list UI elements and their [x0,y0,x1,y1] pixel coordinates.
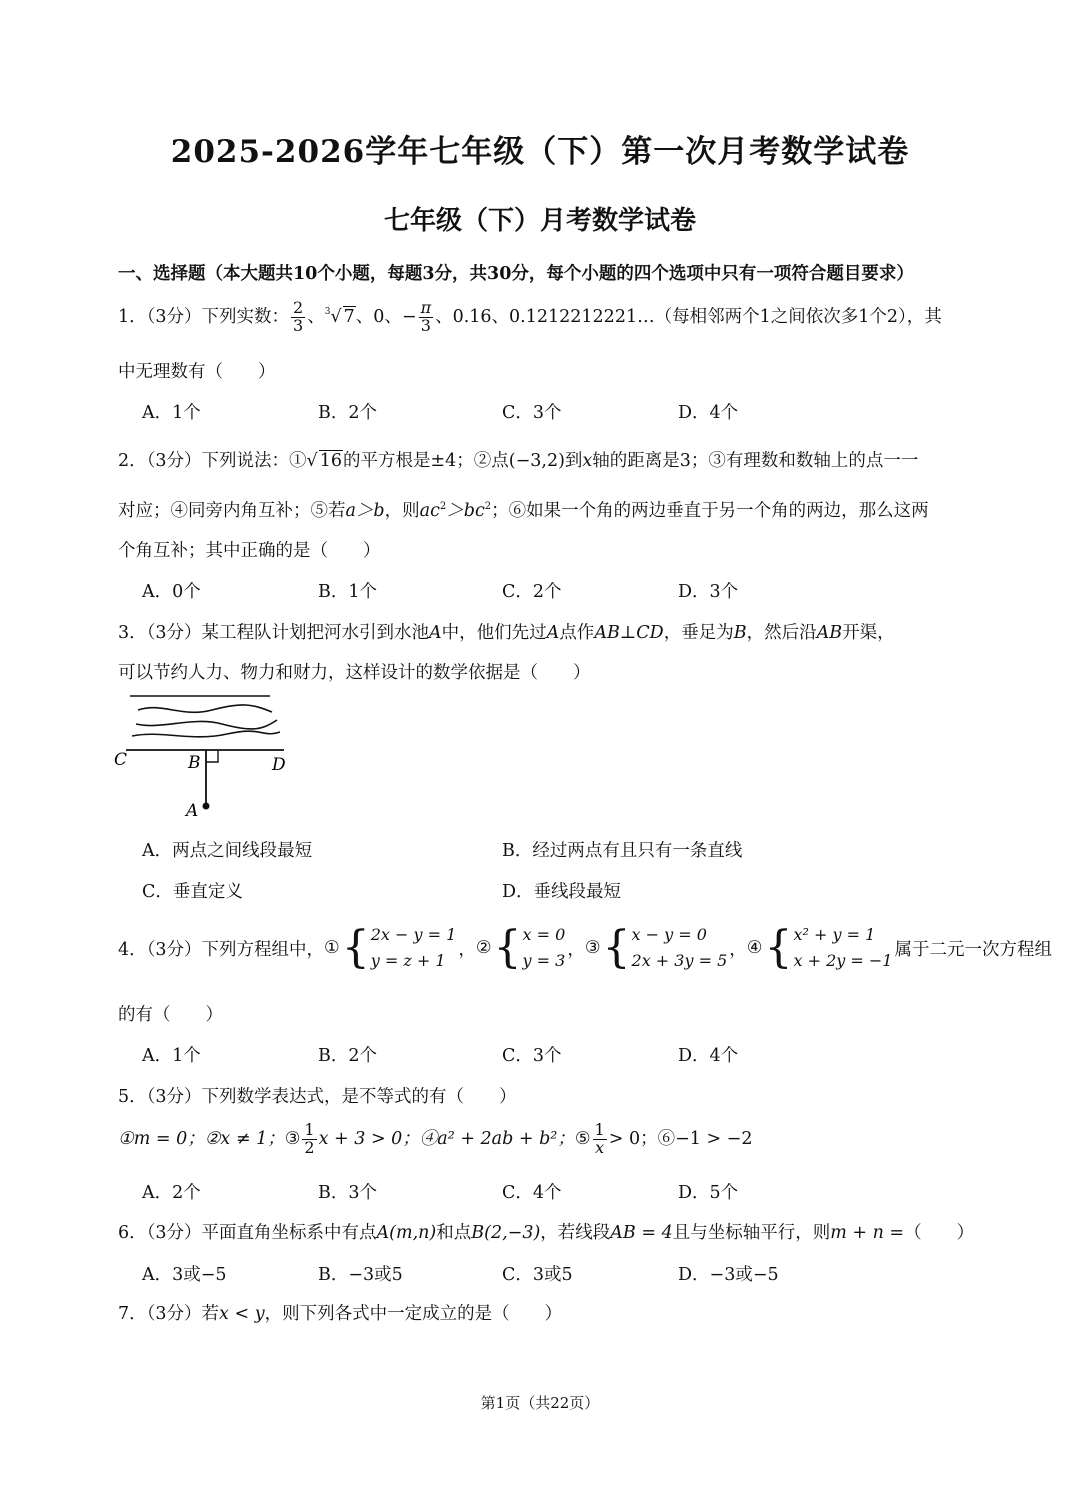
question-3-option-d: D．垂线段最短 [502,882,622,902]
fraction-one-over-x: $\frac{1}{x}$ [594,1120,605,1157]
water-wave-2 [136,720,277,729]
question-3-option-a: A．两点之间线段最短 [142,841,313,861]
question-6-option-a: A．3或−5 [142,1265,227,1285]
question-2-option-c: C．2个 [502,582,562,602]
equation-system-2: { x = 0 y = 3 [493,922,566,973]
question-3-option-b: B．经过两点有且只有一条直线 [502,841,743,861]
question-4-line-1: 4．（3分）下列方程组中， ① { 2x − y = 1 y = z + 1 ， ② { x = 0 y = 3 ， ③ { x − y = 0 2x + 3y = 5 ， ④ { x² + y = 1 x + 2y = −1 属于二元一次方程组 [118,922,1052,973]
question-3-option-c: C．垂直定义 [142,882,243,902]
river-canal-figure [112,690,302,820]
question-6-option-d: D．−3或−5 [678,1265,779,1285]
question-4-option-c: C．3个 [502,1046,562,1066]
question-5-option-c: C．4个 [502,1183,562,1203]
fraction-pi-thirds: $\frac{\pi}{3}$ [420,298,432,335]
question-4-option-d: D．4个 [678,1046,739,1066]
question-2-line-2: 对应；④同旁内角互补；⑤若a＞b，则$ac^2>bc^2$；⑥如果一个角的两边垂直于另一个角的两边，那么这两 [118,501,929,521]
question-5-option-a: A．2个 [142,1183,201,1203]
question-1-line-2: 中无理数有（ ） [118,362,276,382]
right-angle-mark [206,750,218,762]
label-c: C [114,750,128,770]
question-6-option-b: B．−3或5 [318,1265,403,1285]
label-a: A [186,801,199,820]
fraction-one-half: $\frac{1}{2}$ [304,1120,315,1157]
section-heading: 一、选择题（本大题共10个小题，每题3分，共30分，每个小题的四个选项中只有一项符合题目要求） [118,264,914,284]
question-2-option-b: B．1个 [318,582,377,602]
label-b: B [188,753,201,773]
page-footer: 第1页（共22页） [480,1394,600,1412]
point-a-dot [203,803,210,810]
equation-system-3: { x − y = 0 2x + 3y = 5 [602,922,728,973]
question-1-line-1: 1．（3分）下列实数： $\frac{2}{3}$ 、$^3$√ 7、0、− $\frac{\pi}{3}$ 、0.16、0.1212212221…（每相邻两个1之间依次多1个2），其 [118,298,942,335]
fraction-two-thirds: $\frac{2}{3}$ [293,298,304,335]
sqrt-sixteen: 16 [319,451,342,471]
question-6-line-1: 6．（3分）平面直角坐标系中有点A(m,n)和点B(2,−3)，若线段AB = 4且与坐标轴平行，则m + n =（ ） [118,1223,975,1243]
question-6-option-c: C．3或5 [502,1265,573,1285]
question-1-option-a: A．1个 [142,403,201,423]
water-wave-3 [132,731,280,737]
exam-subtitle: 七年级（下）月考数学试卷 [383,206,696,236]
question-1-option-d: D．4个 [678,403,739,423]
question-2-option-a: A．0个 [142,582,201,602]
question-4-line-2: 的有（ ） [118,1005,223,1025]
question-1-option-b: B．2个 [318,403,377,423]
water-wave-1 [138,705,272,712]
question-3-line-1: 3．（3分）某工程队计划把河水引到水池A中，他们先过A点作AB⊥CD，垂足为B，然后沿AB开渠， [118,623,895,643]
question-1-option-c: C．3个 [502,403,562,423]
question-5-option-b: B．3个 [318,1183,377,1203]
question-3-line-2: 可以节约人力、物力和财力，这样设计的数学依据是（ ） [118,663,591,683]
exam-title: 2025-2026学年七年级（下）第一次月考数学试卷 [170,134,910,170]
question-2-line-3: 个角互补；其中正确的是（ ） [118,541,381,561]
equation-system-1: { 2x − y = 1 y = z + 1 [341,922,457,973]
label-d: D [272,755,286,775]
question-5-expressions: ①m = 0；②x ≠ 1；③ $\frac{1}{2}$ x + 3 > 0；④a² + 2ab + b²；⑤ $\frac{1}{x}$ > 0；⑥−1 > −2 [118,1120,753,1157]
question-5-line-1: 5．（3分）下列数学表达式，是不等式的有（ ） [118,1087,517,1107]
question-2-option-d: D．3个 [678,582,739,602]
question-4-option-b: B．2个 [318,1046,377,1066]
question-7-line-1: 7．（3分）若x < y，则下列各式中一定成立的是（ ） [118,1304,563,1324]
question-2-line-1: 2．（3分）下列说法：①√ 16的平方根是±4；②点(−3,2)到x轴的距离是3；③有理数和数轴上的点一一 [118,451,919,471]
question-4-option-a: A．1个 [142,1046,201,1066]
question-5-option-d: D．5个 [678,1183,739,1203]
cube-root-seven: 7 [343,306,355,327]
equation-system-4: { x² + y = 1 x + 2y = −1 [764,922,893,973]
